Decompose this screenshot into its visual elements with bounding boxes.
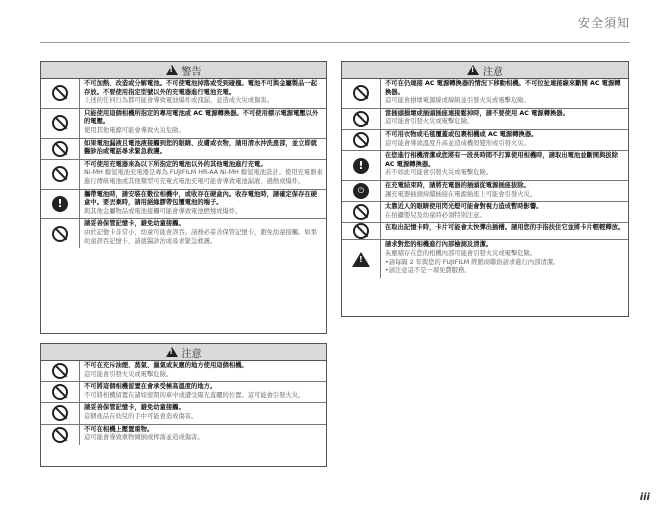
safety-row [41, 218, 326, 248]
safety-row [41, 79, 326, 108]
caution-left-header [41, 344, 326, 361]
row-text [80, 219, 326, 248]
row-note-text: 上述的任何行為都可能會導致電池爆炸或洩漏，並造成火災或傷害。 [84, 97, 273, 105]
safety-row [41, 381, 326, 402]
safety-row [342, 129, 628, 150]
row-text [80, 79, 326, 108]
row-bold-text: 不可在相機上壓置重物。 [84, 425, 154, 433]
caution-triangle-icon [467, 65, 479, 75]
row-text [381, 181, 539, 201]
safety-row [342, 201, 628, 222]
page-title: 安全須知 [577, 16, 630, 30]
safety-row [342, 108, 628, 129]
row-note-text: •請注意這不是一項免費服務。 [385, 267, 471, 275]
prohibit-icon [52, 141, 68, 157]
row-icon-cell [342, 240, 381, 277]
row-bold-text: 在您進行相機清潔或您將有一段長時間不打算使用相機時，請取出電池並斷開與拔除 AC 電源轉換器。 [385, 152, 618, 168]
row-text [381, 151, 628, 180]
row-text [80, 425, 207, 445]
safety-row [342, 79, 628, 108]
row-note-text: 這可能會導致溫度升高並造成機殼變形或引發火災。 [385, 139, 530, 147]
row-bold-text: 太靠近人的眼睛使用閃光燈可能會對視力造成暫時影響。 [385, 203, 543, 211]
row-icon-cell [41, 382, 80, 402]
row-text [80, 403, 200, 423]
row-note-text: 這可能會損壞電源線或線組並引發火災或電擊危險。 [385, 97, 530, 105]
row-note-text: 與其他金屬物品或電池接觸可能會導致電池燃燒或爆炸。 [84, 207, 242, 215]
row-icon-cell [342, 79, 381, 108]
prohibit-icon [52, 85, 68, 101]
prohibit-icon [353, 204, 369, 220]
caution-panel-right [341, 61, 629, 317]
warning-panel-header [41, 62, 326, 79]
row-bold-text: 不可在仍連接 AC 電源轉換器的情況下移動相機。不可拉扯連接線來斷開 AC 電源轉換器。 [385, 80, 621, 96]
caution-right-header [342, 62, 628, 79]
row-note-text: 這個產品在幼兒的手中可能會造成傷害。 [84, 412, 198, 420]
caution-right-title: 注意 [483, 66, 503, 78]
row-note-text: 若不如此可能會引發火災或電擊危險。 [385, 169, 493, 177]
row-icon-cell [342, 223, 381, 239]
row-text [381, 79, 628, 108]
caution-left-rows [41, 361, 326, 445]
prohibit-icon [52, 363, 68, 379]
warning-rows [41, 79, 326, 248]
row-text [80, 190, 326, 219]
mandatory-icon: ! [353, 158, 369, 174]
row-bold-text: 攜帶電池時，請安裝在數位相機中，或收存在硬盒內。收存電池時，請確定保存在硬盒中。要丟棄時，請用絕緣膠帶包覆電池的端子。 [84, 190, 317, 207]
row-icon-cell [41, 361, 80, 381]
prohibit-icon [52, 427, 68, 443]
row-note-text: 這可能會引發火災或電擊危險。 [385, 118, 474, 126]
row-icon-cell [41, 219, 80, 248]
row-text [381, 202, 545, 222]
row-icon-cell [41, 79, 80, 108]
warning-panel-title: 警告 [181, 66, 202, 78]
row-icon-cell [41, 403, 80, 423]
row-bold-text: 請求對您的相機進行內部檢測及清潔。 [385, 241, 493, 249]
row-note-text: 這可能會引發火災或電擊危險。 [84, 370, 173, 378]
row-text [80, 109, 326, 138]
safety-row [342, 150, 628, 180]
row-note-text: 這可能會導致重物傾倒或摔落並造成傷害。 [84, 434, 204, 442]
prohibit-icon [353, 223, 369, 239]
caution-right-rows [342, 79, 628, 278]
prohibit-icon [52, 166, 68, 182]
row-bold-text: 不可在充斥油煙、蒸氣、濕氣或灰塵的地方使用這個相機。 [84, 362, 248, 369]
row-bold-text: 在取出記憶卡時，卡片可能會太快彈出插槽。請用您的手指扶住它並將卡片輕輕釋放。 [385, 224, 625, 232]
row-text [80, 139, 326, 159]
row-text [381, 240, 562, 277]
row-icon-cell [342, 130, 381, 150]
row-bold-text: 當插頭損壞或插頭插座連接鬆掉時，請不要使用 AC 電源轉換器。 [385, 109, 569, 117]
row-note-text: 不可將相機留置在諸如密閉的車中或遭受陽光直曬的位置。這可能會引發火災。 [84, 391, 305, 399]
safety-row [41, 424, 326, 445]
row-icon-cell [41, 109, 80, 138]
caution-icon [352, 252, 370, 267]
safety-row [342, 222, 628, 239]
row-icon-cell [342, 202, 381, 222]
row-bold-text: 不可將這個相機留置在會承受極高溫度的地方。 [84, 383, 217, 391]
plug-icon: ⏻ [353, 183, 369, 199]
safety-row [41, 159, 326, 189]
caution-panel-left [40, 343, 327, 467]
caution-triangle-icon [166, 347, 178, 357]
row-text [381, 109, 572, 129]
row-icon-cell [41, 190, 80, 219]
warning-triangle-icon [166, 65, 178, 75]
header-divider [40, 42, 630, 43]
row-text [80, 160, 326, 189]
caution-left-title: 注意 [181, 348, 202, 360]
row-text [381, 223, 627, 239]
row-bold-text: 請妥善保管記憶卡，避免幼童接觸。 [84, 220, 185, 228]
prohibit-icon [52, 405, 68, 421]
safety-row [41, 361, 326, 381]
safety-row [41, 189, 326, 219]
row-bold-text: 不可使用充電器來為以下所指定的電池以外的其他電池進行充電。 [84, 160, 267, 168]
prohibit-icon [52, 384, 68, 400]
row-icon-cell [41, 139, 80, 159]
safety-row [342, 180, 628, 201]
row-bold-text: 只能使用這個相機所指定的專用電池或 AC 電源轉換器。不可使用標示電源電壓以外的電壓。 [84, 109, 319, 126]
row-bold-text: 如果電池漏液且電池液接觸到您的眼睛、皮膚或衣物，請用清水沖洗患部，並立即就醫診治或電話尋求緊急救護。 [84, 139, 317, 156]
safety-row [41, 138, 326, 159]
row-icon-cell [41, 160, 80, 189]
safety-row [41, 108, 326, 138]
safety-row [342, 239, 628, 277]
row-note-text: Ni-MH 鎳氫電池充電器是專為 FUJIFILM HR-AA Ni-MH 鎳氫電池設計。使用充電器來進行傳統電池或其他類型可充電式電池充電可能會導致電池漏液、過熱或爆炸。 [84, 169, 323, 185]
row-note-text: 由於記憶卡非常小，幼童可能會誤吞。請務必妥善保管記憶卡，避免幼童接觸。如果幼童誤吞記憶卡，請就醫診治或尋求緊急救護。 [84, 228, 317, 245]
prohibit-icon [353, 85, 369, 101]
row-text [381, 130, 540, 150]
row-bold-text: 在充電結束時，請將充電器的插頭從電源插座拔除。 [385, 181, 530, 189]
row-icon-cell [342, 151, 381, 180]
mandatory-icon: ! [52, 196, 68, 212]
prohibit-icon [52, 226, 68, 242]
row-text [80, 382, 307, 402]
row-note-text: 使用其他電源可能會導致火災危險。 [84, 126, 185, 134]
row-icon-cell [342, 181, 381, 201]
warning-panel [40, 61, 327, 334]
prohibit-icon [52, 115, 68, 131]
row-bold-text: 不可用衣物或毛毯覆蓋或包裹相機或 AC 電源轉換器。 [385, 130, 538, 138]
prohibit-icon [353, 111, 369, 127]
row-icon-cell [41, 425, 80, 445]
row-note-text: 在拍攝嬰兒及幼童時必須特別注意。 [385, 211, 486, 219]
row-note-text: 讓充電器插頭持續插接在電源插座上可能會引發火災。 [385, 190, 537, 198]
row-bold-text: 不可加熱、改造或分解電池。不可使電池掉落或受到碰撞。電池不可與金屬製品一起存放。不要使用指定型號以外的充電器進行電池充電。 [84, 80, 317, 96]
row-note-text: •請每隔 2 年與您的 FUJIFILM 經銷商聯絡請求進行內部清潔。 [385, 258, 560, 266]
row-note-text: 灰塵積存在您的相機內部可能會引發火災或電擊危險。 [385, 249, 537, 257]
page-number: iii [639, 492, 650, 503]
row-bold-text: 請妥善保管記憶卡，避免幼童接觸。 [84, 404, 185, 412]
row-icon-cell [342, 109, 381, 129]
prohibit-icon [353, 132, 369, 148]
safety-row [41, 402, 326, 423]
row-text [80, 361, 251, 381]
